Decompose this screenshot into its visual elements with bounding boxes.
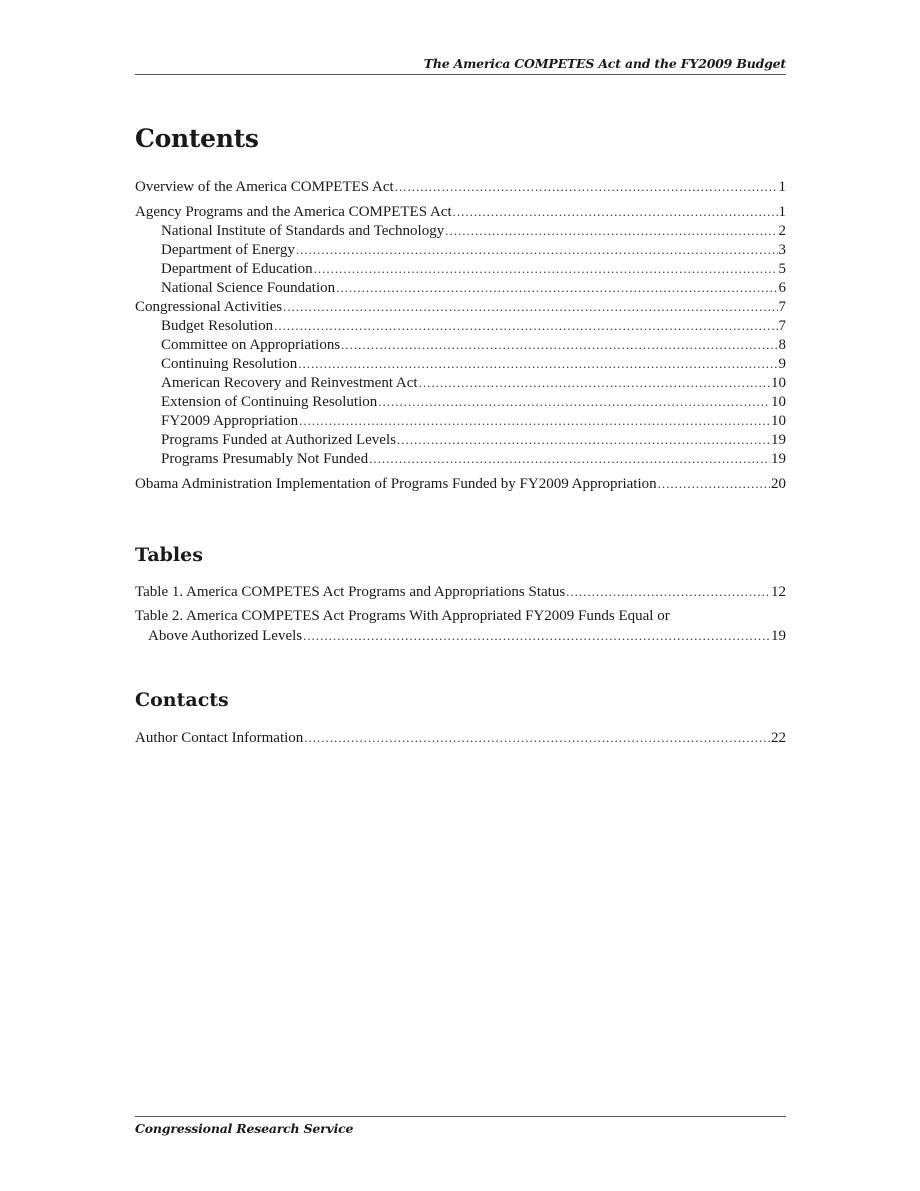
toc-entry-page: 5 (778, 261, 786, 277)
toc-entry-page: 19 (771, 432, 786, 448)
toc-entry-page: 22 (771, 730, 786, 746)
dot-leader (658, 474, 770, 493)
toc-entry-title: Author Contact Information (135, 730, 304, 746)
toc-entry-page: 2 (778, 223, 786, 239)
dot-leader (445, 221, 777, 240)
toc-entry-page: 20 (771, 476, 786, 492)
contents-heading: Contents (135, 124, 259, 153)
toc-entry[interactable] (135, 259, 786, 278)
toc-entry-page: 7 (778, 299, 786, 315)
toc-entry[interactable] (135, 582, 786, 601)
toc-entry-title: Overview of the America COMPETES Act (135, 179, 394, 195)
toc-entry[interactable] (135, 221, 786, 240)
toc-entry[interactable] (135, 240, 786, 259)
toc-entry-title: Programs Funded at Authorized Levels (161, 432, 396, 448)
toc-entry-title-line1: Table 2. America COMPETES Act Programs With Appropriated FY2009 Funds Equal or (135, 608, 670, 624)
toc-entry[interactable] (135, 430, 786, 449)
toc-entry[interactable] (135, 411, 786, 430)
toc-entry-page: 12 (771, 584, 786, 600)
toc-entry-page: 7 (778, 318, 786, 334)
toc-entry-title: Table 1. America COMPETES Act Programs and Appropriations Status (135, 584, 566, 600)
toc-entry[interactable] (135, 449, 786, 468)
dot-leader (419, 373, 770, 392)
dot-leader (283, 297, 777, 316)
toc-entry-title: National Science Foundation (161, 280, 336, 296)
toc-entry[interactable] (135, 728, 786, 747)
toc-entry-page: 1 (778, 204, 786, 220)
toc-entry-title: FY2009 Appropriation (161, 413, 299, 429)
dot-leader (296, 240, 778, 259)
contacts-heading: Contacts (135, 689, 229, 711)
toc-entry-page: 6 (778, 280, 786, 296)
toc-entry-title: Department of Energy (161, 242, 295, 258)
toc-entry-title: National Institute of Standards and Technology (161, 223, 445, 239)
toc-entry[interactable] (135, 392, 786, 411)
dot-leader (341, 335, 777, 354)
toc-entry-page: 3 (778, 242, 786, 258)
toc-entry-title: Committee on Appropriations (161, 337, 341, 353)
dot-leader (395, 177, 778, 196)
dot-leader (298, 354, 777, 373)
toc-entry-page: 9 (778, 356, 786, 372)
toc-entry-page: 19 (771, 628, 786, 644)
toc-entry[interactable] (135, 354, 786, 373)
dot-leader (314, 259, 778, 278)
toc-entry[interactable] (135, 202, 786, 221)
dot-leader (274, 316, 777, 335)
dot-leader (378, 392, 770, 411)
toc-entry[interactable] (135, 474, 786, 493)
toc-entry-page: 1 (778, 179, 786, 195)
dot-leader (303, 626, 770, 645)
toc-entry[interactable] (135, 297, 786, 316)
toc-entry-title: Continuing Resolution (161, 356, 298, 372)
toc-entry-page: 8 (778, 337, 786, 353)
toc-entry-title: American Recovery and Reinvestment Act (161, 375, 418, 391)
toc-entry[interactable] (135, 335, 786, 354)
dot-leader (397, 430, 770, 449)
toc-entry-page: 10 (771, 413, 786, 429)
contacts-list (135, 728, 786, 747)
dot-leader (299, 411, 770, 430)
dot-leader (566, 582, 770, 601)
toc-entry-title: Congressional Activities (135, 299, 283, 315)
toc-entry[interactable] (135, 373, 786, 392)
dot-leader (336, 278, 777, 297)
toc-entry[interactable] (135, 316, 786, 335)
running-footer: Congressional Research Service (135, 1116, 786, 1136)
toc-entry-title: Programs Presumably Not Funded (161, 451, 369, 467)
toc-entry-title: Budget Resolution (161, 318, 274, 334)
tables-heading: Tables (135, 544, 203, 566)
running-header: The America COMPETES Act and the FY2009 Budget (135, 56, 786, 75)
toc-entry-page: 10 (771, 394, 786, 410)
toc-entry-title: Agency Programs and the America COMPETES Act (135, 204, 452, 220)
toc-entry-page: 19 (771, 451, 786, 467)
toc-entry[interactable] (135, 278, 786, 297)
dot-leader (453, 202, 778, 221)
toc-entry-title: Extension of Continuing Resolution (161, 394, 378, 410)
toc-entry-page: 10 (771, 375, 786, 391)
toc-entry-title: Department of Education (161, 261, 313, 277)
toc-entry-continuation (135, 626, 786, 645)
toc-entry-title-line2: Above Authorized Levels (148, 628, 303, 644)
contents-list (135, 177, 786, 493)
dot-leader (369, 449, 770, 468)
toc-entry[interactable] (135, 177, 786, 196)
tables-list (135, 582, 786, 645)
dot-leader (304, 728, 770, 747)
toc-entry-title: Obama Administration Implementation of Programs Funded by FY2009 Appropriation (135, 476, 657, 492)
toc-entry[interactable] (135, 607, 786, 645)
